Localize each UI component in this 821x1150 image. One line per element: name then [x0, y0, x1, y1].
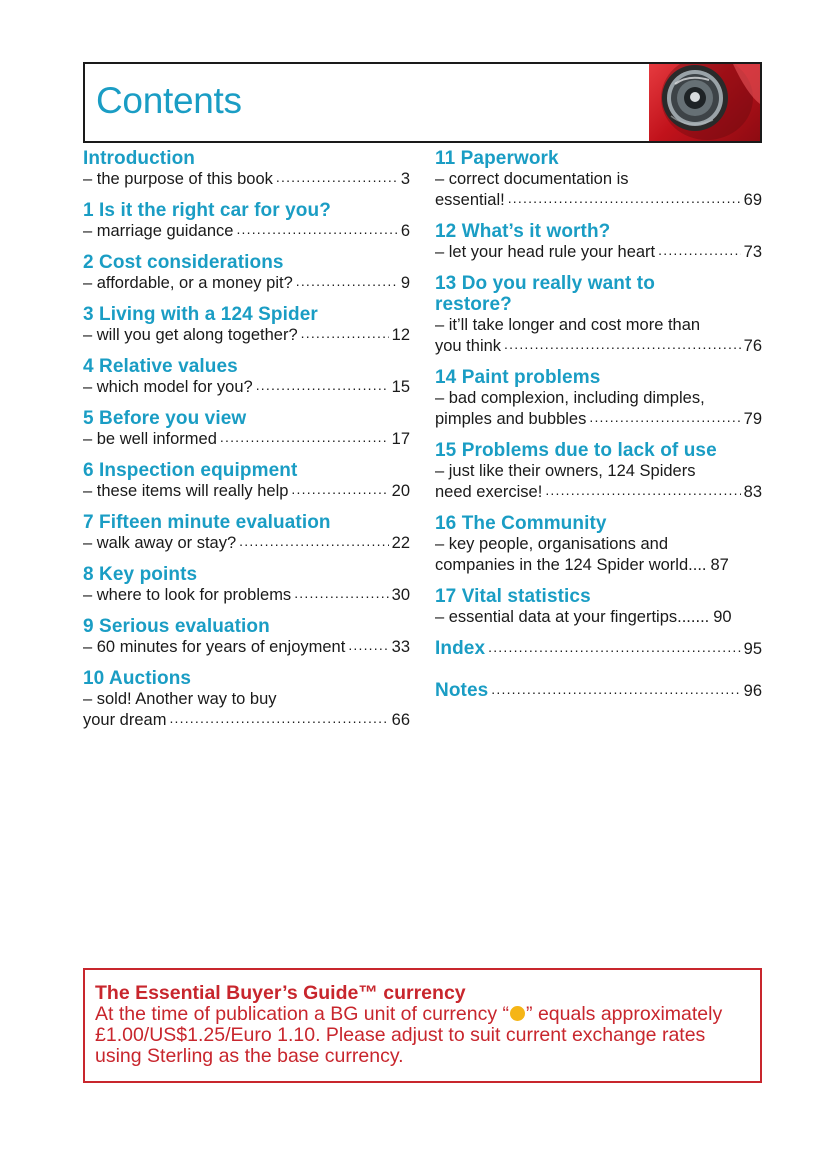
toc-entry[interactable] — [435, 440, 762, 503]
toc-entry[interactable] — [83, 252, 410, 294]
toc-page: 83 — [743, 483, 762, 501]
toc-page: 95 — [743, 640, 762, 658]
toc-title: 17 Vital statistics — [435, 586, 591, 607]
toc-subtitle: – affordable, or a money pit? — [83, 274, 293, 292]
currency-title: The Essential Buyer’s Guide™ currency — [95, 982, 466, 1004]
toc-title: 8 Key points — [83, 564, 198, 585]
toc-left-column — [83, 148, 410, 741]
toc-page: 15 — [391, 378, 410, 396]
toc-subtitle: – marriage guidance — [83, 222, 234, 240]
toc-entry[interactable] — [83, 564, 410, 606]
toc-title: 16 The Community — [435, 513, 607, 534]
toc-page: 9 — [400, 274, 410, 292]
toc-page: 33 — [391, 638, 410, 656]
toc-entry[interactable] — [435, 367, 762, 430]
toc-subtitle: – it’ll take longer and cost more than — [435, 316, 701, 334]
toc-entry[interactable] — [435, 221, 762, 263]
coin-icon — [510, 1006, 525, 1021]
toc-page: 66 — [391, 711, 410, 729]
toc-title: 2 Cost considerations — [83, 252, 284, 273]
toc-subtitle: – these items will really help — [83, 482, 289, 500]
toc-page: 69 — [743, 191, 762, 209]
toc-subtitle: you think — [435, 337, 502, 355]
toc-page: 90 — [713, 608, 732, 626]
toc-page: 22 — [391, 534, 410, 552]
toc-entry[interactable] — [83, 616, 410, 658]
toc-title: 12 What’s it worth? — [435, 221, 611, 242]
toc-entry[interactable] — [83, 304, 410, 346]
toc-page: 6 — [400, 222, 410, 240]
toc-subtitle: pimples and bubbles — [435, 410, 587, 428]
toc-entry[interactable] — [435, 638, 762, 660]
toc-subtitle: companies in the 124 Spider world.... — [435, 556, 707, 574]
toc-entry[interactable] — [435, 513, 762, 576]
headlight-photo — [649, 64, 760, 141]
toc-page: 17 — [391, 430, 410, 448]
toc-entry[interactable] — [83, 460, 410, 502]
toc-subtitle: – let your head rule your heart — [435, 243, 656, 261]
toc-subtitle: – will you get along together? — [83, 326, 298, 344]
toc-subtitle: – be well informed — [83, 430, 217, 448]
toc-entry[interactable] — [83, 356, 410, 398]
toc-entry[interactable] — [435, 273, 762, 357]
toc-title: 10 Auctions — [83, 668, 192, 689]
toc-subtitle: – just like their owners, 124 Spiders — [435, 462, 696, 480]
toc-title: 4 Relative values — [83, 356, 238, 377]
toc-page: 20 — [391, 482, 410, 500]
toc-subtitle: – sold! Another way to buy — [83, 690, 277, 708]
toc-subtitle: – 60 minutes for years of enjoyment — [83, 638, 346, 656]
toc-title: 1 Is it the right car for you? — [83, 200, 331, 221]
currency-note — [83, 968, 762, 1083]
toc-page: 79 — [743, 410, 762, 428]
toc-page: 73 — [743, 243, 762, 261]
toc-subtitle: – walk away or stay? — [83, 534, 237, 552]
toc-entry[interactable] — [435, 680, 762, 702]
toc-subtitle: need exercise! — [435, 483, 543, 501]
toc-subtitle: – the purpose of this book — [83, 170, 273, 188]
toc-entry[interactable] — [83, 148, 410, 190]
toc-page: 12 — [391, 326, 410, 344]
toc-title: 14 Paint problems — [435, 367, 601, 388]
contents-header — [83, 62, 762, 143]
toc-page: 3 — [400, 170, 410, 188]
toc-title: 7 Fifteen minute evaluation — [83, 512, 331, 533]
toc-title: 13 Do you really want to restore? — [435, 273, 655, 315]
toc-right-column — [435, 148, 762, 712]
toc-subtitle: – where to look for problems — [83, 586, 292, 604]
page-title: Contents — [96, 80, 242, 121]
toc-title: 5 Before you view — [83, 408, 247, 429]
toc-entry[interactable] — [83, 408, 410, 450]
toc-title: Notes — [435, 680, 489, 701]
toc-title: 15 Problems due to lack of use — [435, 440, 717, 461]
toc-title: Index — [435, 638, 486, 659]
toc-page: 76 — [743, 337, 762, 355]
toc-entry[interactable] — [435, 148, 762, 211]
toc-title: 9 Serious evaluation — [83, 616, 270, 637]
toc-subtitle: – bad complexion, including dimples, — [435, 389, 705, 407]
toc-title: 3 Living with a 124 Spider — [83, 304, 318, 325]
currency-text: At the time of publication a BG unit of currency “ ” equals approximately £1.00/US$1.25/Euro 1.10. Please adjust to suit current exchange rates using Sterling as the base currency. — [95, 1003, 723, 1067]
toc-entry[interactable] — [83, 668, 410, 731]
toc-subtitle: your dream — [83, 711, 167, 729]
toc-subtitle: – key people, organisations and — [435, 535, 668, 553]
toc-entry[interactable] — [435, 586, 762, 628]
toc-subtitle: essential! — [435, 191, 505, 209]
toc-title: Introduction — [83, 148, 196, 169]
toc-page: 30 — [391, 586, 410, 604]
toc-subtitle: – correct documentation is — [435, 170, 629, 188]
toc-page: 96 — [743, 682, 762, 700]
toc-subtitle: – essential data at your fingertips....... — [435, 608, 710, 626]
toc-title: 11 Paperwork — [435, 148, 559, 169]
toc-subtitle: – which model for you? — [83, 378, 253, 396]
toc-title: 6 Inspection equipment — [83, 460, 298, 481]
toc-page: 87 — [710, 556, 729, 574]
toc-entry[interactable] — [83, 512, 410, 554]
toc-entry[interactable] — [83, 200, 410, 242]
